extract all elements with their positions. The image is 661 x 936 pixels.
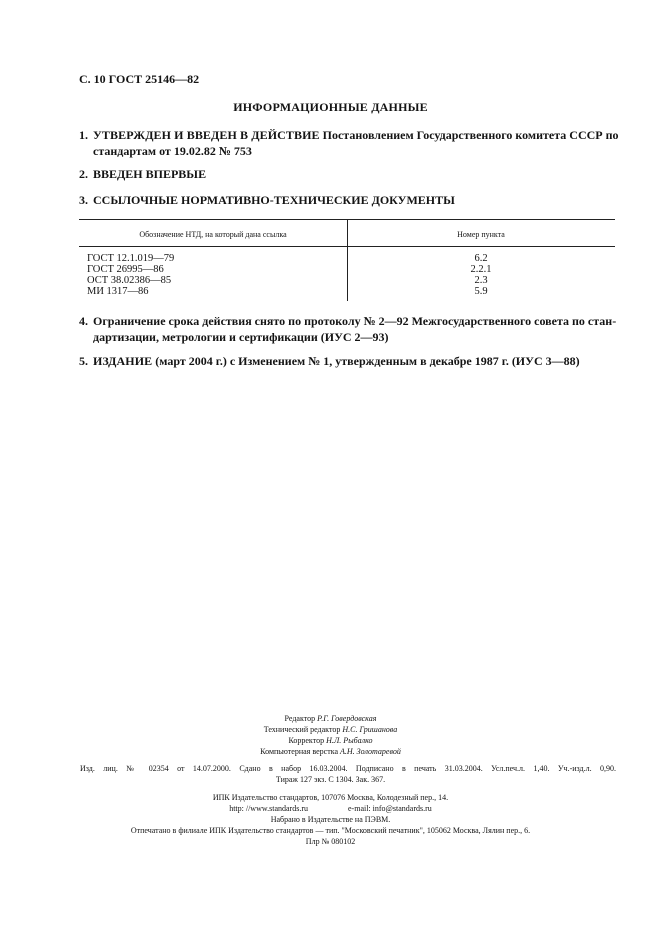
table-cell-document: ГОСТ 26995—86 — [87, 264, 164, 275]
credit-name: А.Н. Золотаревой — [340, 747, 401, 756]
table-cell-clause: 2.3 — [474, 275, 488, 286]
item-number: 3. — [79, 193, 88, 207]
credit-editor — [0, 713, 661, 724]
item-text-line2: дартизации, метрологии и сертификации (ИУС 2—93) — [93, 330, 389, 344]
publisher-contacts — [0, 803, 661, 814]
table-cell-clause: 2.2.1 — [470, 264, 492, 275]
info-item-2 — [79, 166, 619, 182]
credit-role: Компьютерная верстка — [260, 747, 339, 756]
publisher-website: http: //www.standards.ru — [229, 804, 308, 813]
table-cell-document: МИ 1317—86 — [87, 286, 149, 297]
table-cell-document: ОСТ 38.02386—85 — [87, 275, 172, 286]
table-cell-clause: 5.9 — [474, 286, 488, 297]
print-data-line-2: Тираж 127 экз. С 1304. Зак. 367. — [275, 775, 386, 784]
info-item-3 — [79, 192, 619, 208]
table-cell-clause: 6.2 — [474, 253, 488, 264]
publisher-email: e-mail: info@standards.ru — [348, 804, 432, 813]
table-body — [79, 247, 615, 303]
item-text — [93, 127, 619, 143]
item-text — [93, 353, 619, 369]
item-text: ВВЕДЕН ВПЕРВЫЕ — [93, 167, 207, 181]
printer-address: Отпечатано в филиале ИПК Издательство стандартов — тип. "Московский печатник", 105062 Москва, Лялин пер., 6. — [130, 826, 531, 835]
reference-table — [79, 219, 615, 303]
credit-role: Редактор — [284, 714, 316, 723]
item-number: 4. — [79, 314, 88, 328]
column-header-document: Обозначение НТД, на который дана ссылка — [139, 230, 287, 239]
credit-layout — [0, 746, 661, 757]
item-text: ССЫЛОЧНЫЕ НОРМАТИВНО-ТЕХНИЧЕСКИЕ ДОКУМЕНТЫ — [93, 193, 455, 207]
credit-role: Технический редактор — [263, 725, 341, 734]
item-text: Ограничение срока действия снято по протоколу № 2—92 Межгосударственного совета по стан- — [93, 314, 617, 328]
credit-proofreader — [0, 735, 661, 746]
info-item-4 — [79, 313, 619, 345]
item-number: 5. — [79, 354, 88, 368]
publisher-typeset-note: Набрано в Издательстве на ПЭВМ. — [270, 815, 391, 824]
item-caps: УТВЕРЖДЕН И ВВЕДЕН В ДЕЙСТВИЕ — [93, 128, 320, 142]
item-text-rest: (март 2004 г.) с Изменением № 1, утвержденным в декабре 1987 г. (ИУС 3—88) — [155, 354, 580, 368]
credit-tech-editor — [0, 724, 661, 735]
publisher-address: ИПК Издательство стандартов, 107076 Москва, Колодезный пер., 14. — [212, 793, 449, 802]
credit-name: Н.Л. Рыбалко — [326, 736, 373, 745]
item-text-rest: Постановлением Государственного комитета СССР по — [322, 128, 619, 142]
credit-role: Корректор — [288, 736, 325, 745]
column-header-clause: Номер пункта — [457, 230, 505, 239]
item-number: 1. — [79, 128, 88, 142]
table-header — [79, 220, 615, 246]
printer-license: Плр № 080102 — [305, 837, 356, 846]
info-item-5 — [79, 353, 619, 369]
credit-name: Р.Г. Говердовская — [317, 714, 377, 723]
credit-name: Н.С. Гришанова — [342, 725, 398, 734]
page-header: С. 10 ГОСТ 25146—82 — [79, 72, 200, 86]
item-text-line2: стандартам от 19.02.82 № 753 — [93, 144, 252, 158]
item-caps: ИЗДАНИЕ — [93, 354, 153, 368]
item-number: 2. — [79, 167, 88, 181]
section-title: ИНФОРМАЦИОННЫЕ ДАННЫЕ — [233, 100, 428, 114]
print-data-line-1: Изд. лиц. № 02354 от 14.07.2000. Сдано в набор 16.03.2004. Подписано в печать 31.03.2004. Усл.печ.л. 1,40. Уч.-изд.л. 0,90. — [80, 764, 616, 773]
table-cell-document: ГОСТ 12.1.019—79 — [87, 253, 175, 264]
info-item-1 — [79, 127, 619, 159]
